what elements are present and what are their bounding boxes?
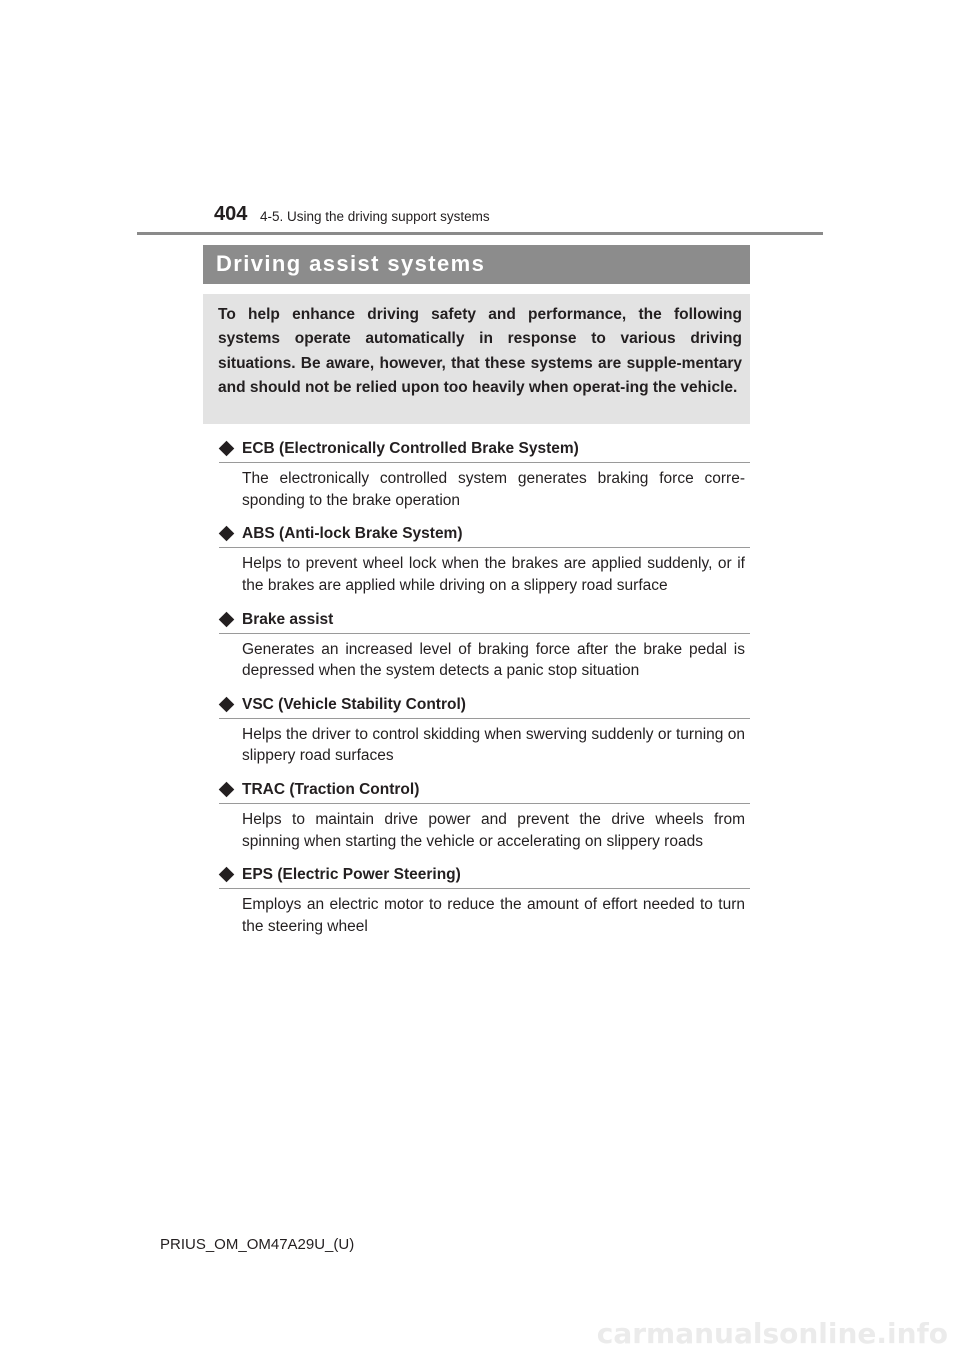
- feature-item-trac: [219, 778, 750, 863]
- manual-code: PRIUS_OM_OM47A29U_(U): [160, 1236, 355, 1253]
- header-rule: [137, 232, 823, 235]
- diamond-bullet-icon: [219, 526, 235, 542]
- feature-description: Helps to maintain drive power and prevent the drive wheels from spinning when starting the vehicle or accelerating on slippery roads: [242, 811, 745, 850]
- feature-title: EPS (Electric Power Steering): [242, 866, 461, 884]
- feature-title: TRAC (Traction Control): [242, 781, 420, 799]
- feature-item-abs: [219, 522, 750, 607]
- diamond-bullet-icon: [219, 697, 235, 713]
- feature-item-brake-assist: [219, 608, 750, 693]
- page-number: 404: [214, 203, 248, 225]
- diamond-bullet-icon: [219, 782, 235, 798]
- feature-item-vsc: [219, 693, 750, 778]
- title-bar: [203, 245, 750, 284]
- section-heading: 4-5. Using the driving support systems: [260, 209, 490, 224]
- feature-heading: [219, 693, 750, 719]
- feature-heading: [219, 522, 750, 548]
- feature-description: Helps to prevent wheel lock when the brakes are applied suddenly, or if the brakes are applied while driving on a slippery road surface: [242, 555, 745, 594]
- diamond-bullet-icon: [219, 441, 235, 457]
- diamond-bullet-icon: [219, 867, 235, 883]
- intro-box: [203, 294, 750, 424]
- feature-title: Brake assist: [242, 610, 334, 628]
- feature-item-ecb: [219, 437, 750, 522]
- feature-description: The electronically controlled system generates braking force corre-sponding to the brake operation: [242, 470, 745, 509]
- feature-item-eps: [219, 863, 750, 948]
- diamond-bullet-icon: [219, 611, 235, 627]
- feature-heading: [219, 778, 750, 804]
- feature-description: Employs an electric motor to reduce the amount of effort needed to turn the steering wheel: [242, 896, 745, 935]
- feature-description: Helps the driver to control skidding when swerving suddenly or turning on slippery road surfaces: [242, 725, 745, 765]
- intro-text: To help enhance driving safety and performance, the following systems operate automatically in response to various driving situations. Be aware, however, that these systems are supple-mentary and should not be relied upon too heavily when operat-ing the vehicle.: [218, 306, 742, 396]
- feature-description: Generates an increased level of braking force after the brake pedal is depressed when the system detects a panic stop situation: [242, 640, 745, 680]
- feature-title: ABS (Anti-lock Brake System): [242, 525, 463, 543]
- feature-heading: [219, 863, 750, 889]
- feature-heading: [219, 608, 750, 634]
- feature-title: ECB (Electronically Controlled Brake System): [242, 440, 579, 457]
- feature-list: [219, 437, 750, 949]
- feature-heading: [219, 437, 750, 463]
- feature-title: VSC (Vehicle Stability Control): [242, 695, 466, 713]
- watermark: carmanualsonline.info: [596, 1317, 948, 1350]
- page-title: Driving assist systems: [216, 251, 486, 276]
